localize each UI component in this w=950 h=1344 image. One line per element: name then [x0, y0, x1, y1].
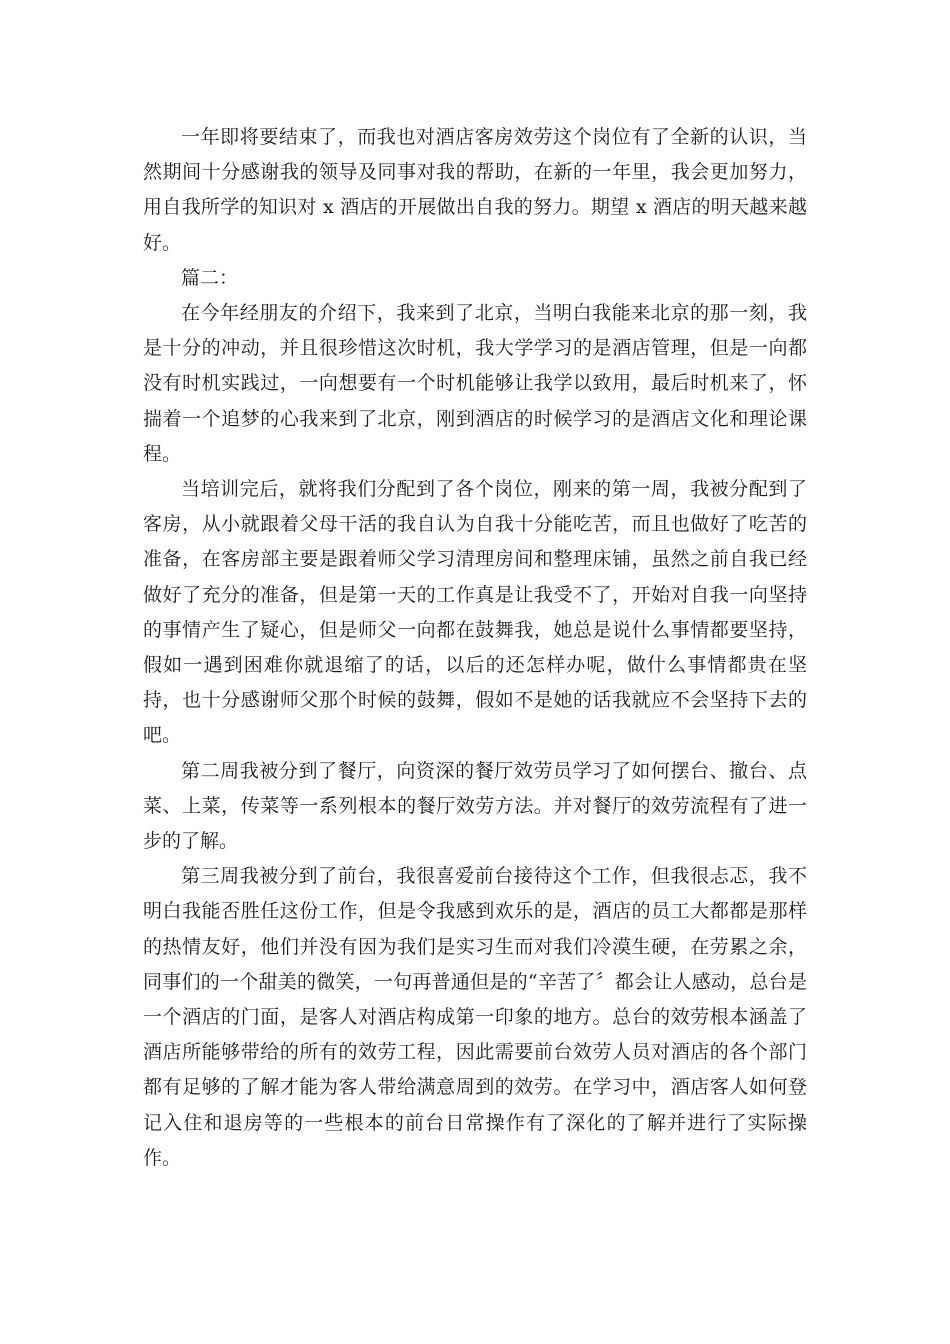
- paragraph-week-three-front-desk: 第三周我被分到了前台，我很喜爱前台接待这个工作，但我很忐忑，我不明白我能否胜任这份工作，但是令我感到欢乐的是，酒店的员工大都都是那样的热情友好，他们并没有因为我们是实习生而对我们冷漠生硬，在劳累之余，同事们的一个甜美的微笑，一句再普通但是的“辛苦了〞都会让人感动，总台是一个酒店的门面，是客人对酒店构成第一印象的地方。总台的效劳根本涵盖了酒店所能够带给的所有的效劳工程，因此需要前台效劳人员对酒店的各个部门都有足够的了解才能为客人带给满意周到的效劳。在学习中，酒店客人如何登记入住和退房等的一些根本的前台日常操作有了深化的了解并进行了实际操作。: [143, 865, 807, 1169]
- paragraph-year-end: 一年即将要结束了，而我也对酒店客房效劳这个岗位有了全新的认识，当然期间十分感谢我的领导及同事对我的帮助，在新的一年里，我会更加努力，用自我所学的知识对 x 酒店的开展做出自我的努力。期望 x 酒店的明天越来越好。: [143, 126, 807, 254]
- paragraph-week-two-restaurant: 第二周我被分到了餐厅，向资深的餐厅效劳员学习了如何摆台、撤台、点菜、上菜，传菜等一系列根本的餐厅效劳方法。并对餐厅的效劳流程有了进一步的了解。: [143, 759, 807, 853]
- document-body: [143, 120, 807, 1176]
- section-heading-part-two: 篇二：: [181, 266, 239, 289]
- paragraph-week-one-housekeeping: 当培训完后，就将我们分配到了各个岗位，刚来的第一周，我被分配到了客房，从小就跟着父母干活的我自认为自我十分能吃苦，而且也做好了吃苦的准备，在客房部主要是跟着师父学习清理房间和整理床铺，虽然之前自我已经做好了充分的准备，但是第一天的工作真是让我受不了，开始对自我一向坚持的事情产生了疑心，但是师父一向都在鼓舞我，她总是说什么事情都要坚持，假如一遇到困难你就退缩了的话，以后的还怎样办呢，做什么事情都贵在坚持，也十分感谢师父那个时候的鼓舞，假如不是她的话我就应不会坚持下去的吧。: [143, 478, 807, 747]
- paragraph-arrival-beijing: 在今年经朋友的介绍下，我来到了北京，当明白我能来北京的那一刻，我是十分的冲动，并且很珍惜这次时机，我大学学习的是酒店管理，但是一向都没有时机实践过，一向想要有一个时机能够让我学以致用，最后时机来了，怀揣着一个追梦的心我来到了北京，刚到酒店的时候学习的是酒店文化和理论课程。: [143, 302, 807, 465]
